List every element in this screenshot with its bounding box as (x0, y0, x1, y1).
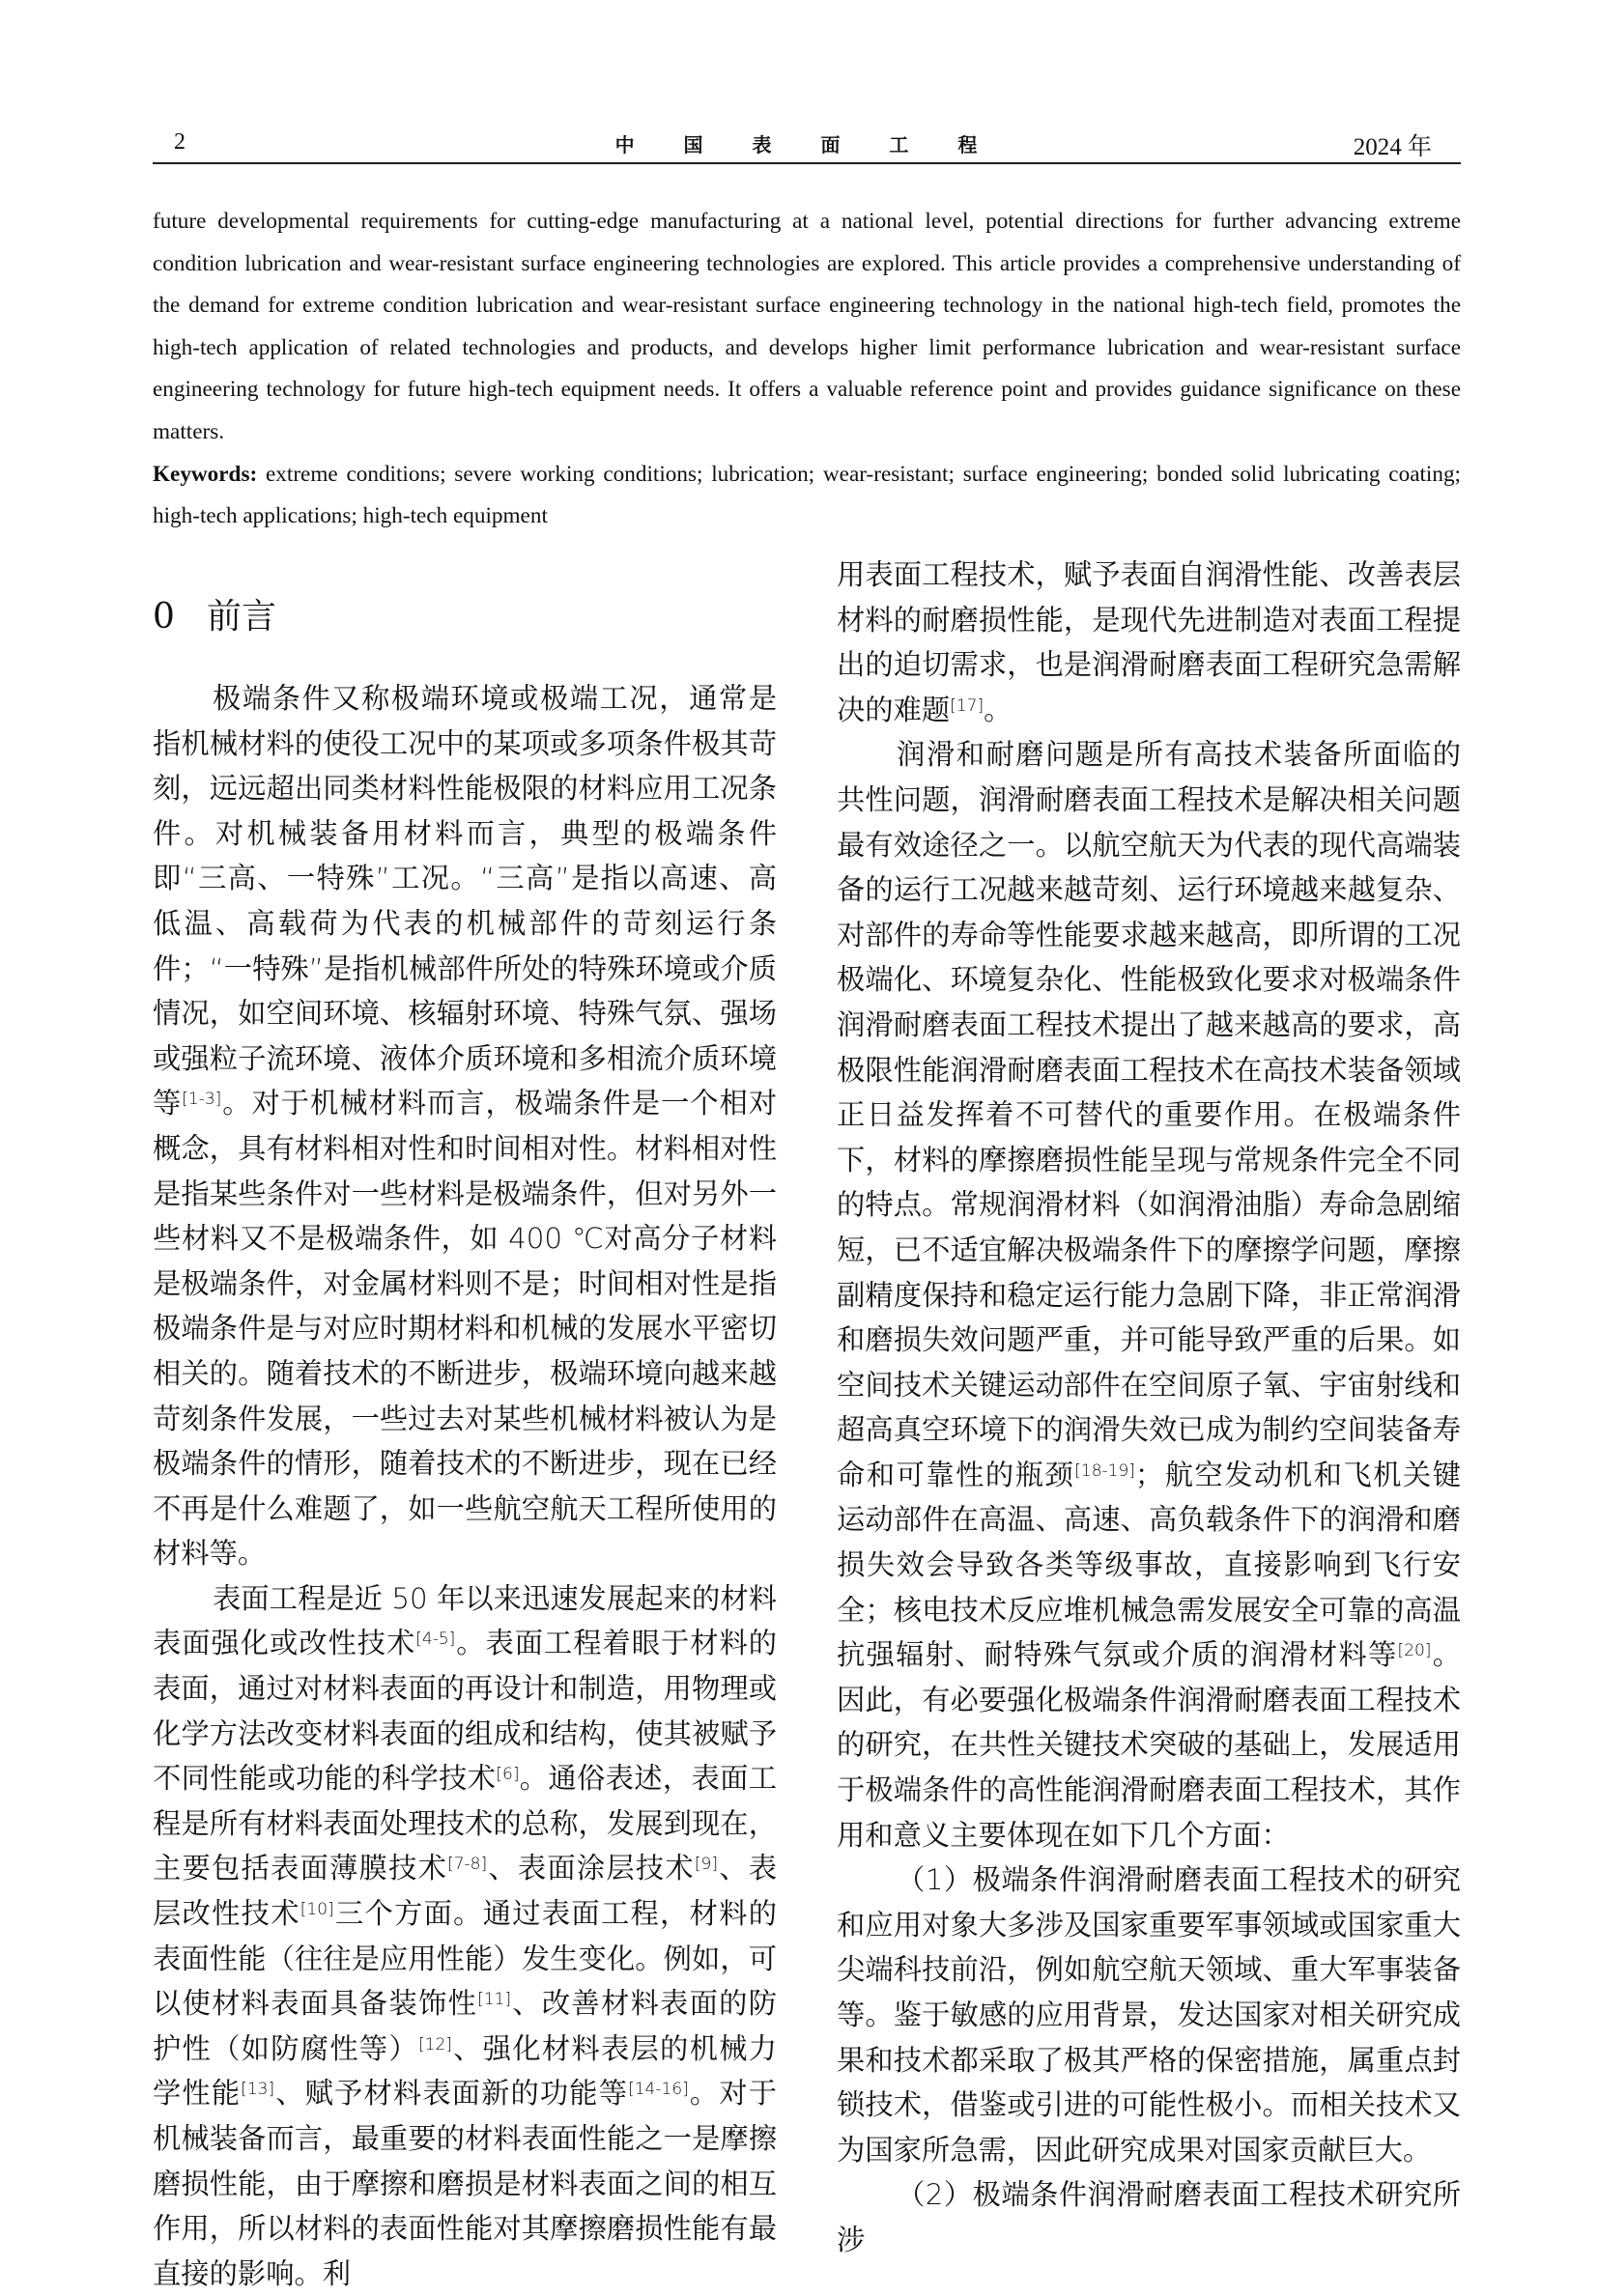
text-run: 润滑和耐磨问题是所有高技术装备所面临的共性问题，润滑耐磨表面工程技术是解决相关问题最有效途径之一。以航空航天为代表的现代高端装备的运行工况越来越苛刻、运行环境越来越复杂、对部件的寿命等性能要求越来越高，即所谓的工况极端化、环境复杂化、性能极致化要求对极端条件润滑耐磨表面工程技术提出了越来越高的要求，高极限性能润滑耐磨表面工程技术在高技术装备领域正日益发挥着不可替代的重要作用。在极端条件下，材料的摩擦磨损性能呈现与常规条件完全不同的特点。常规润滑材料（如润滑油脂）寿命急剧缩短，已不适宜解决极端条件下的摩擦学问题，摩擦副精度保持和稳定运行能力急剧下降，非正常润滑和磨损失效问题严重，并可能导致严重的后果。如空间技术关键运动部件在空间原子氧、宇宙射线和超高真空环境下的润滑失效已成为制约空间装备寿命和可靠性的瓶颈 (837, 738, 1461, 1491)
citation: [12] (418, 2034, 452, 2055)
right-column (837, 553, 1461, 2263)
paragraph-point-1: （1）极端条件润滑耐磨表面工程技术的研究和应用对象大多涉及国家重要军事领域或国家重大尖端科技前沿，例如航空航天领域、重大军事装备等。鉴于敏感的应用背景，发达国家对相关研究成果和技术都采取了极其严格的保密措施，属重点封锁技术，借鉴或引进的可能性极小。而相关技术又为国家所急需，因此研究成果对国家贡献巨大。 (837, 1863, 1461, 2167)
text-run: 、改善材料表面的防护性（如防腐性等） (153, 1987, 778, 2065)
section-number: 0 (153, 597, 175, 637)
publication-year: 2024 年 (1353, 134, 1432, 160)
paragraph-lubrication-wear (837, 732, 1461, 1857)
citation: [13] (241, 2080, 275, 2100)
page-number: 2 (174, 129, 185, 155)
text-run: 用表面工程技术，赋予表面自润滑性能、改善表层材料的耐磨损性能，是现代先进制造对表面工程提出的迫切需求，也是润滑耐磨表面工程研究急需解决的难题 (837, 558, 1461, 726)
section-heading (153, 583, 777, 651)
citation: [4-5] (415, 1630, 456, 1650)
paragraph-extreme-conditions (153, 676, 777, 1576)
text-run: 。对于机械装备而言，最重要的材料表面性能之一是摩擦磨损性能，由于摩擦和磨损是材料表面之间的相互作用，所以材料的表面性能对其摩擦磨损性能有最直接的影响。利 (153, 2077, 777, 2290)
text-run: 三个方面。通过表面工程，材料的表面性能（往往是应用性能）发生变化。例如，可以使材料表面具备装饰性 (153, 1897, 778, 2021)
paragraph-surface-engineering (153, 1576, 777, 2296)
text-run: 、表层改性技术 (153, 1852, 778, 1931)
text-run: 。 (984, 693, 1013, 726)
citation: [10] (300, 1900, 334, 1920)
text-run: 。通俗表述，表面工程是所有材料表面处理技术的总称，发展到现在，主要包括表面薄膜技术 (153, 1762, 778, 1885)
citation: [11] (477, 1990, 512, 2010)
citation: [17] (950, 695, 984, 716)
text-run: 。对于机械材料而言，极端条件是一个相对概念，具有材料相对性和时间相对性。材料相对性是指某些条件对一些材料是极端条件，但对另外一些材料又不是极端条件，如 400 ℃对高分子材料是极端条件，对金属材料则不是；时间相对性是指极端条件是与对应时期材料和机械的发展水平密切相关的。随着技术的不断进步，极端环境向越来越苛刻条件发展，一些过去对某些机械材料被认为是极端条件的情形，随着技术的不断进步，现在已经不再是什么难题了，如一些航空航天工程所使用的材料等。 (153, 1087, 778, 1571)
paragraph-continued (837, 553, 1461, 732)
abstract-text: future developmental requirements for cutting-edge manufacturing at a national level, potential directions for further advancing extreme condition lubrication and wear-resistant surface engineering technologies are explored. This article provides a comprehensive understanding of the demand for extreme condition lubrication and wear-resistant surface engineering technology in the national high-tech field, promotes the high-tech application of related technologies and products, and develops higher limit performance lubrication and wear-resistant surface engineering technology for future high-tech equipment needs. It offers a valuable reference point and provides guidance significance on these matters. (153, 209, 1461, 444)
keywords-text: extreme conditions; severe working conditions; lubrication; wear-resistant; surface engineering; bonded solid lubricating coating; high-tech applications; high-tech equipment (153, 461, 1462, 529)
left-column (153, 541, 777, 2296)
text-run: 表面工程是近 50 年以来迅速发展起来的材料表面强化或改性技术 (153, 1581, 777, 1660)
journal-title: 中 国 表 面 工 程 (614, 133, 999, 156)
text-run: 、表面涂层技术 (487, 1852, 695, 1885)
citation: [1-3] (182, 1090, 222, 1110)
keywords-label: Keywords: (153, 461, 258, 487)
running-header (153, 124, 1461, 162)
abstract-block (153, 201, 1461, 538)
text-run: ；航空发动机和飞机关键运动部件在高温、高速、高负载条件下的润滑和磨损失效会导致各类等级事故，直接影响到飞行安全；核电技术反应堆机械急需发展安全可靠的高温抗强辐射、耐特殊气氛或介质的润滑材料等 (837, 1458, 1462, 1672)
text-run: 、强化材料表层的机械力学性能 (153, 2031, 778, 2111)
citation: [14-16] (628, 2080, 689, 2100)
citation: [7-8] (447, 1855, 488, 1875)
citation: [6] (496, 1765, 520, 1785)
text-run: 极端条件又称极端环境或极端工况，通常是指机械材料的使役工况中的某项或多项条件极其苛刻，远远超出同类材料性能极限的材料应用工况条件。对机械装备用材料而言，典型的极端条件即“三高、一特殊”工况。“三高”是指以高速、高低温、高载荷为代表的机械部件的苛刻运行条件；“一特殊”是指机械部件所处的特殊环境或介质情况，如空间环境、核辐射环境、特殊气氛、强场或强粒子流环境、液体介质环境和多相流介质环境等 (153, 682, 777, 1120)
citation: [9] (694, 1855, 718, 1875)
paragraph-point-2: （2）极端条件润滑耐磨表面工程技术研究所涉 (837, 2178, 1461, 2256)
header-rule (153, 162, 1461, 164)
section-title: 前言 (207, 597, 277, 637)
citation: [18-19] (1074, 1460, 1135, 1481)
keywords-line (153, 454, 1461, 538)
text-run: 。因此，有必要强化极端条件润滑耐磨表面工程技术的研究，在共性关键技术突破的基础上，发展适用于极端条件的高性能润滑耐磨表面工程技术，其作用和意义主要体现在如下几个方面： (837, 1638, 1462, 1852)
text-run: 。表面工程着眼于材料的表面，通过对材料表面的再设计和制造，用物理或化学方法改变材料表面的组成和结构，使其被赋予不同性能或功能的科学技术 (153, 1627, 778, 1796)
text-run: 、赋予材料表面新的功能等 (274, 2077, 629, 2111)
citation: [20] (1397, 1641, 1432, 1661)
